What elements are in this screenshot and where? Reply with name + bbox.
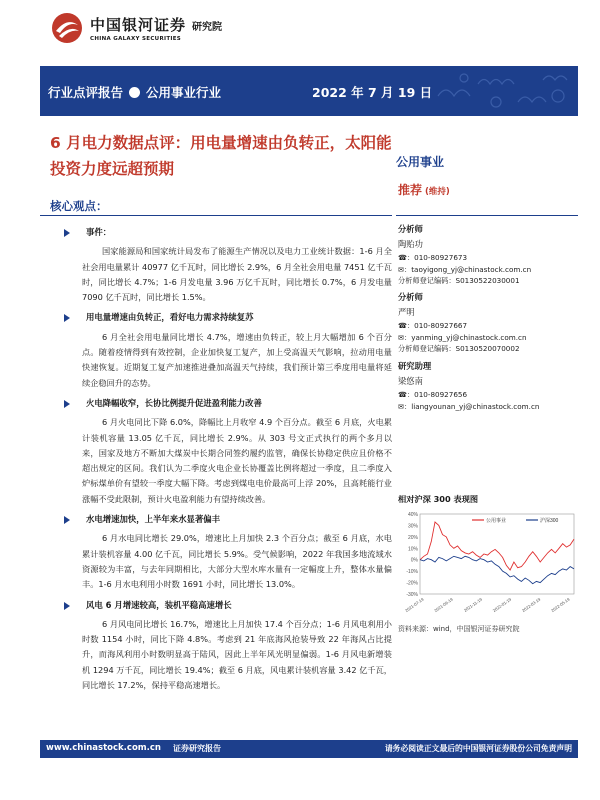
relative-performance-chart [398,508,578,616]
analyst-role: 分析师 [398,292,423,302]
y-tick-label: -10% [406,569,418,576]
chart-title: 相对沪深 300 表现图 [398,494,479,504]
section-thermal-power [62,396,392,507]
divider [40,215,392,216]
email-address[interactable]: taoyigong_yj@chinastock.com.cn [411,264,532,274]
analyst-name: 陶贻功 [398,238,423,249]
phone-number: 010-80927667 [414,321,468,331]
section-hydro-power [62,512,392,592]
logo-institute: 研究院 [192,22,223,33]
page-footer [40,740,578,758]
divider [396,215,578,216]
footer-disclaimer: 请务必阅读正文最后的中国银河证券股份公司免责声明 [384,744,572,753]
analyst-phone [398,389,578,401]
section-heading: 风电 6 月增速较高，装机平稳高速增长 [62,598,392,613]
x-tick-label: 2021-09-19 [433,596,454,614]
x-tick-label: 2022-05-19 [550,596,571,614]
section-paragraph: 6 月全社会用电量同比增长 4.7%，增速由负转正，较上月大幅增加 6 个百分点。随着疫情得到有效控制，企业加快复工复产，加上受高温天气影响，拉动用电量快速恢复。近期复工复产加速推进叠加高温天气持续，我们预计第三季度用电量将延续企稳回升的态势。 [82,331,392,388]
email-icon: ✉： [398,264,412,274]
analyst-card [398,292,578,355]
section-heading: 火电降幅收窄，长协比例提升促进盈利能力改善 [62,396,392,411]
analyst-role: 研究助理 [398,361,432,371]
section-paragraph: 6 月水电同比增长 29.0%，增速比上月加快 2.3 个百分点；截至 6 月底，水电累计装机容量 4.00 亿千瓦，同比增长 5.9%。受气候影响，2022 年我国多地流域水资源较为丰富，与去年同期相比，大部分大型水库水量有一定幅度上升，整体水量偏丰。1-6 月水电利用小时数 1691 小时，同比增长 13.0%。 [82,533,392,590]
galaxy-logo-icon [50,11,84,45]
rating-note: (维持) [425,187,450,197]
report-sector: 公用事业行业 [146,85,222,100]
x-tick-label: 2021-11-19 [462,596,483,613]
analyst-email[interactable] [398,332,578,344]
chart-source: 资料来源：wind，中国银河证券研究院 [398,625,520,633]
analyst-name: 梁悠南 [398,375,423,386]
analyst-phone [398,320,578,332]
cloud-pattern-icon [378,66,578,116]
analyst-phone [398,252,578,264]
analyst-registration: 分析师登记编码：S0130522030001 [398,276,520,286]
section-paragraph: 6 月火电同比下降 6.0%，降幅比上月收窄 4.9 个百分点。截至 6 月底，火电累计装机容量 13.05 亿千瓦，同比增长 2.9%。从 303 号文正式执行的两个多月以来，国家及地方不断加大煤炭中长期合同签约履约监管，确保长协稳定供应且价格不超出规定的区间。我们认为二季度火电企业长协覆盖比例将超过一季度，且二季度入炉标煤单价有望较一季度大幅下降。考虑到煤电电价最高可上浮 20%，且高耗能行业涨幅不受此限制，预计火电盈利能力有望持续改善。 [82,417,392,504]
analyst-email[interactable] [398,264,578,276]
y-tick-label: 40% [407,512,418,518]
bullet-dot-icon [129,87,140,98]
analyst-card [398,224,578,287]
y-tick-label: 0% [410,557,418,564]
y-tick-label: 30% [407,523,418,530]
x-tick-label: 2022-01-19 [491,596,513,614]
footer-doc-type: 证券研究报告 [173,744,221,753]
report-date: 2022 年 7 月 19 日 [312,85,433,100]
industry-label: 公用事业 [396,155,445,169]
section-heading: 用电量增速由负转正，看好电力需求持续复苏 [62,310,392,325]
legend-label: 公用事业 [486,518,507,524]
analyst-card [398,361,578,412]
analyst-name: 严明 [398,306,415,317]
phone-icon: ☎： [398,390,415,400]
email-icon: ✉： [398,332,412,342]
y-tick-label: -20% [406,580,418,587]
core-view-label: 核心观点： [50,199,108,213]
core-view-body [62,220,392,695]
y-tick-label: -30% [406,592,418,598]
series-line-hs300 [420,556,574,583]
report-banner [40,66,578,116]
rating-value: 推荐 [398,183,423,197]
section-heading: 事件： [62,225,392,240]
series-line-utilities [420,522,574,570]
section-event [62,225,392,305]
phone-icon: ☎： [398,321,415,331]
y-tick-label: 10% [407,546,418,553]
y-tick-label: 20% [407,534,418,541]
brand-logo [50,10,222,46]
logo-english-name: CHINA GALAXY SECURITIES [90,36,182,42]
chart-frame [420,514,574,594]
analyst-role: 分析师 [398,224,423,234]
footer-website-link[interactable]: www.chinastock.com.cn [46,743,161,753]
report-type: 行业点评报告 [48,85,124,100]
legend-label: 沪深300 [540,518,559,524]
report-title: 6 月电力数据点评：用电量增速由负转正，太阳能投资力度远超预期 [50,134,392,178]
section-paragraph: 国家能源局和国家统计局发布了能源生产情况以及电力工业统计数据：1-6 月全社会用电量累计 40977 亿千瓦时，同比增长 2.9%，6 月全社会用电量 7451 亿千瓦时，同比增长 4.7%；1-6 月发电量 3.96 万亿千瓦时，同比增长 0.7%，6 月发电量 7090 亿千瓦时，同比增长 1.5%。 [82,246,392,303]
section-power-demand [62,310,392,390]
x-tick-label: 2021-07-19 [404,596,425,614]
x-tick-label: 2022-03-19 [520,596,542,614]
rating-badge [398,181,450,198]
section-paragraph: 6 月风电同比增长 16.7%，增速比上月加快 17.4 个百分点；1-6 月风电利用小时数 1154 小时，同比下降 4.8%。考虑到 21 年底海风抢装导致 22 年海风占比提升，而海风利用小时数明显高于陆风，因此上半年风光明显偏弱。1-6 月风电新增装机 1294 万千瓦，同比增长 19.4%；截至 6 月底，风电累计装机容量 3.42 亿千瓦，同比增长 17.2%，保持平稳高速增长。 [82,618,392,691]
email-address[interactable]: yanming_yj@chinastock.com.cn [411,332,527,342]
section-wind-power [62,598,392,694]
section-heading: 水电增速加快，上半年来水显著偏丰 [62,512,392,527]
phone-number: 010-80927673 [414,253,468,263]
analyst-registration: 分析师登记编码：S0130520070002 [398,344,520,354]
analyst-email[interactable] [398,401,578,413]
email-icon: ✉： [398,401,412,411]
phone-number: 010-80927656 [414,390,468,400]
phone-icon: ☎： [398,253,415,263]
logo-company-name: 中国银河证券 [90,16,187,34]
email-address[interactable]: liangyounan_yj@chinastock.com.cn [411,401,540,411]
